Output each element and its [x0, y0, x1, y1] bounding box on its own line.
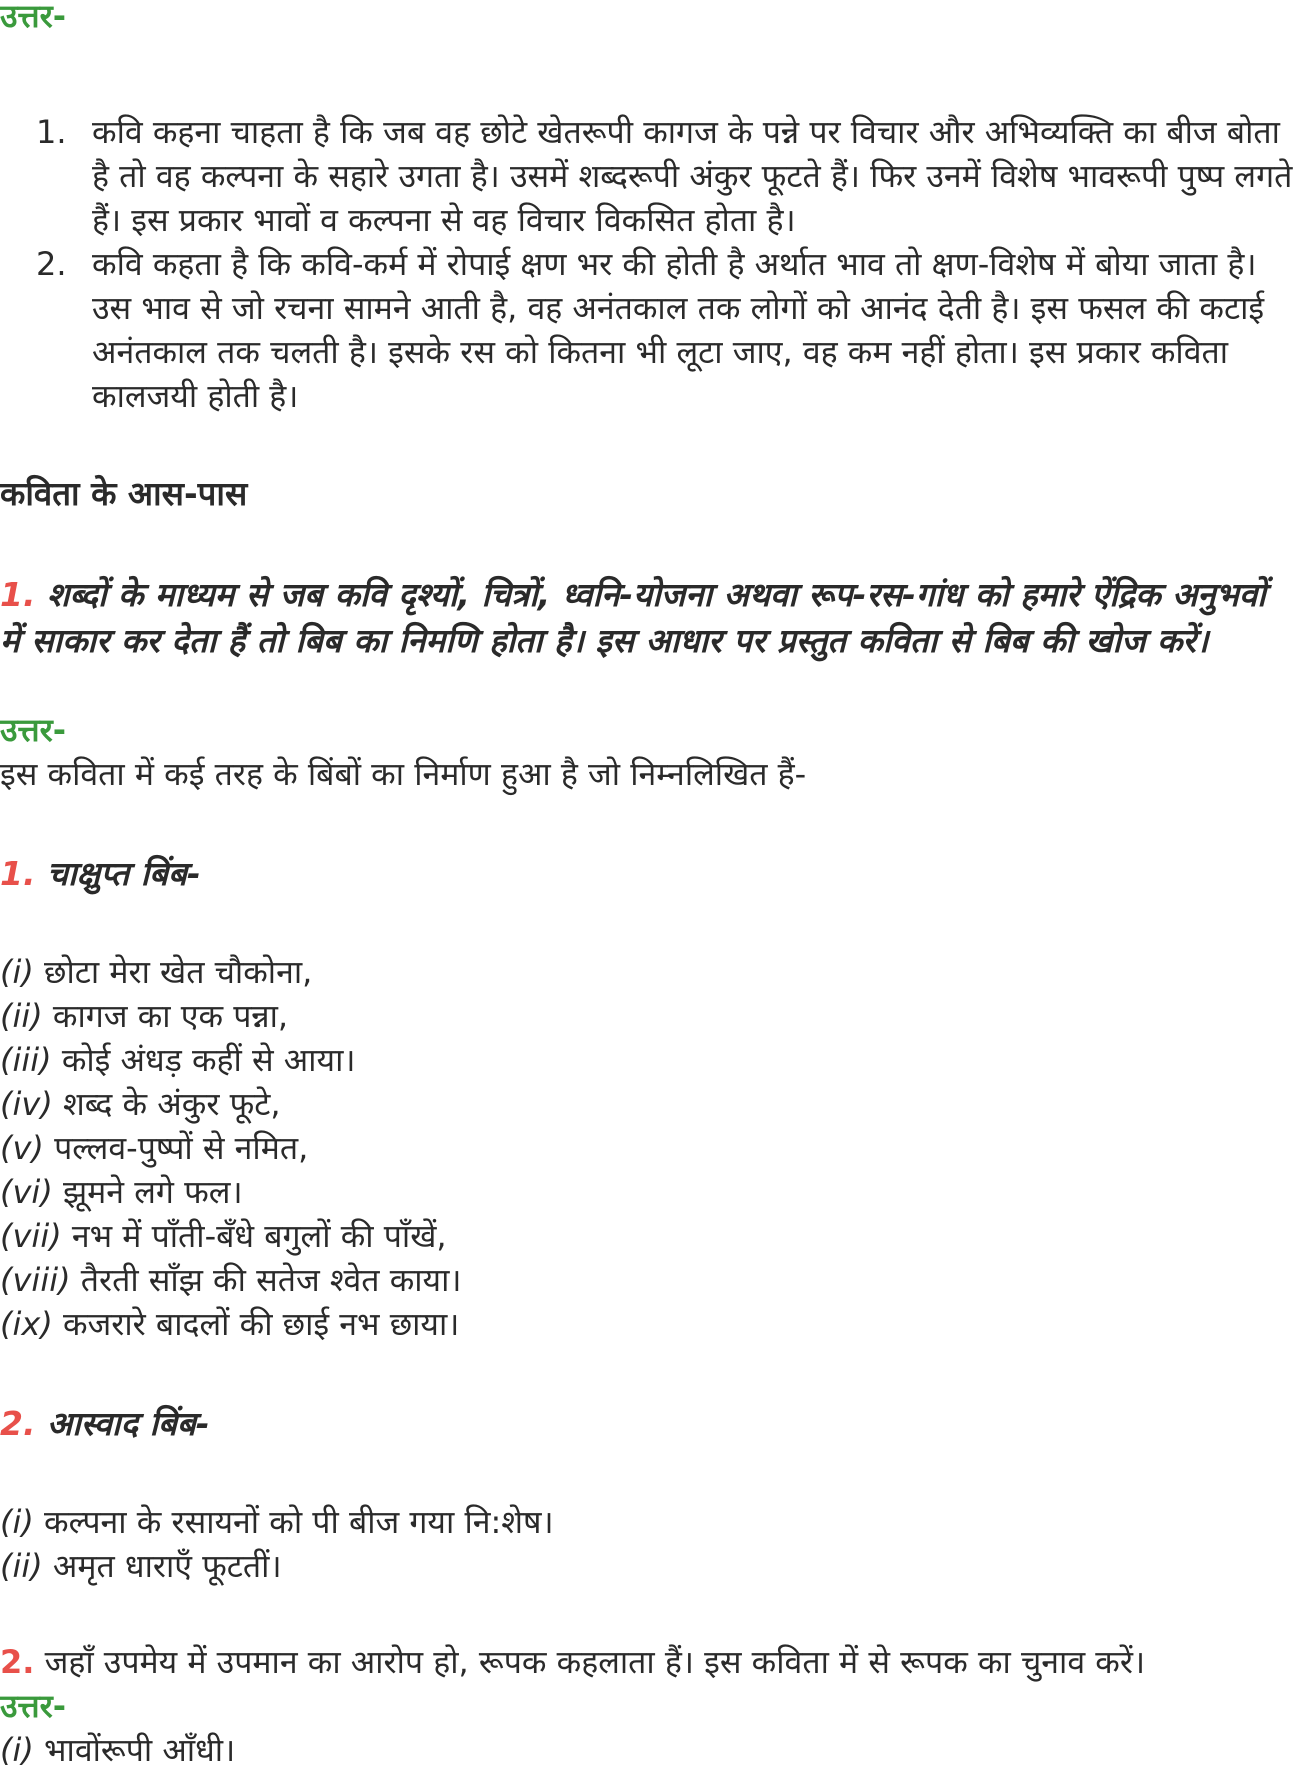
answer-intro: इस कविता में कई तरह के बिंबों का निर्माण हुआ है जो निम्नलिखित हैं-: [0, 755, 807, 793]
subheading-number: 1.: [0, 854, 36, 893]
item-numeral: (ix): [0, 1305, 53, 1343]
list-item: [0, 1258, 462, 1302]
list-item: [36, 242, 1296, 418]
list-item-text: कवि कहना चाहता है कि जब वह छोटे खेतरूपी कागज के पन्ने पर विचार और अभिव्यक्ति का बीज बोता है तो वह कल्पना के सहारे उगता है। उसमें शब्दरूपी अंकुर फूटते हैं। फिर उनमें विशेष भावरूपी पुष्प लगते हैं। इस प्रकार भावों व कल्पना से वह विचार विकसित होता है।: [92, 113, 1293, 239]
item-text: नभ में पाँती-बँधे बगुलों की पाँखें,: [61, 1217, 447, 1255]
item-text: तैरती साँझ की सतेज श्वेत काया।: [70, 1261, 462, 1299]
list-item: [0, 1126, 462, 1170]
item-numeral: (ii): [0, 1547, 43, 1585]
item-numeral: (i): [0, 1503, 34, 1541]
question-2: [0, 1640, 1295, 1684]
list-item-text: कवि कहता है कि कवि-कर्म में रोपाई क्षण भर की होती है अर्थात भाव तो क्षण-विशेष में बोया जाता है। उस भाव से जो रचना सामने आती है, वह अनंतकाल तक लोगों को आनंद देती है। इस फसल की कटाई अनंतकाल तक चलती है। इसके रस को कितना भी लूटा जाए, वह कम नहीं होता। इस प्रकार कविता कालजयी होती है।: [92, 245, 1265, 415]
answer-label: उत्तर-: [0, 0, 67, 35]
item-text: कागज का एक पन्ना,: [42, 997, 289, 1035]
image-list-2: [0, 1500, 554, 1588]
item-text: पल्लव-पुष्पों से नमित,: [43, 1129, 309, 1167]
item-text: कल्पना के रसायनों को पी बीज गया नि:शेष।: [33, 1503, 554, 1541]
list-item: [0, 1038, 462, 1082]
item-numeral: (ii): [0, 997, 43, 1035]
list-item: [0, 1302, 462, 1346]
subheading-number: 2.: [0, 1404, 36, 1443]
list-item: [0, 1082, 462, 1126]
item-text: छोटा मेरा खेत चौकोना,: [33, 953, 313, 991]
item-numeral: (iii): [0, 1041, 52, 1079]
item-numeral: (viii): [0, 1261, 71, 1299]
list-item: [0, 1544, 554, 1588]
question-number: 1.: [0, 575, 36, 614]
answer-label: उत्तर-: [0, 711, 67, 749]
item-numeral: (i): [0, 1731, 34, 1769]
section-heading: कविता के आस-पास: [0, 474, 248, 513]
list-item-number: 2.: [36, 245, 67, 283]
subheading-2: [0, 1402, 209, 1446]
subheading-1: [0, 852, 201, 896]
question-text: जहाँ उपमेय में उपमान का आरोप हो, रूपक कहलाता हैं। इस कविता में से रूपक का चुनाव करें।: [34, 1643, 1146, 1681]
list-item: [0, 1170, 462, 1214]
item-text: भावोंरूपी आँधी।: [33, 1731, 236, 1769]
list-item: [0, 994, 462, 1038]
image-list-1: [0, 950, 462, 1346]
question-1: [0, 572, 1290, 664]
list-item: [36, 110, 1296, 242]
item-numeral: (v): [0, 1129, 44, 1167]
item-numeral: (iv): [0, 1085, 53, 1123]
list-item: [0, 1728, 235, 1772]
item-text: कजरारे बादलों की छाई नभ छाया।: [52, 1305, 460, 1343]
list-item: [0, 1214, 462, 1258]
rupak-list: [0, 1728, 235, 1772]
question-number: 2.: [0, 1643, 35, 1681]
item-text: शब्द के अंकुर फूटे,: [52, 1085, 281, 1123]
list-item: [0, 950, 462, 994]
item-numeral: (vii): [0, 1217, 62, 1255]
item-text: झूमने लगे फल।: [52, 1173, 243, 1211]
answer-label: उत्तर-: [0, 1687, 67, 1725]
subheading-title: चाक्षुप्त बिंब-: [47, 854, 201, 893]
item-text: अमृत धाराएँ फूटतीं।: [42, 1547, 282, 1585]
subheading-title: आस्वाद बिंब-: [47, 1404, 210, 1443]
item-text: कोई अंधड़ कहीं से आया।: [51, 1041, 356, 1079]
item-numeral: (vi): [0, 1173, 53, 1211]
list-item: [0, 1500, 554, 1544]
question-text: शब्दों के माध्यम से जब कवि दृश्यों, चित्रों, ध्वनि-योजना अथवा रूप-रस-गांध को हमारे ऐंद्रिक अनुभवों में साकार कर देता हैं तो बिब का निमणि होता है। इस आधार पर प्रस्तुत कविता से बिब की खोज करें।: [0, 575, 1266, 660]
answer-list: [36, 110, 1296, 418]
list-item-number: 1.: [36, 113, 67, 151]
item-numeral: (i): [0, 953, 34, 991]
